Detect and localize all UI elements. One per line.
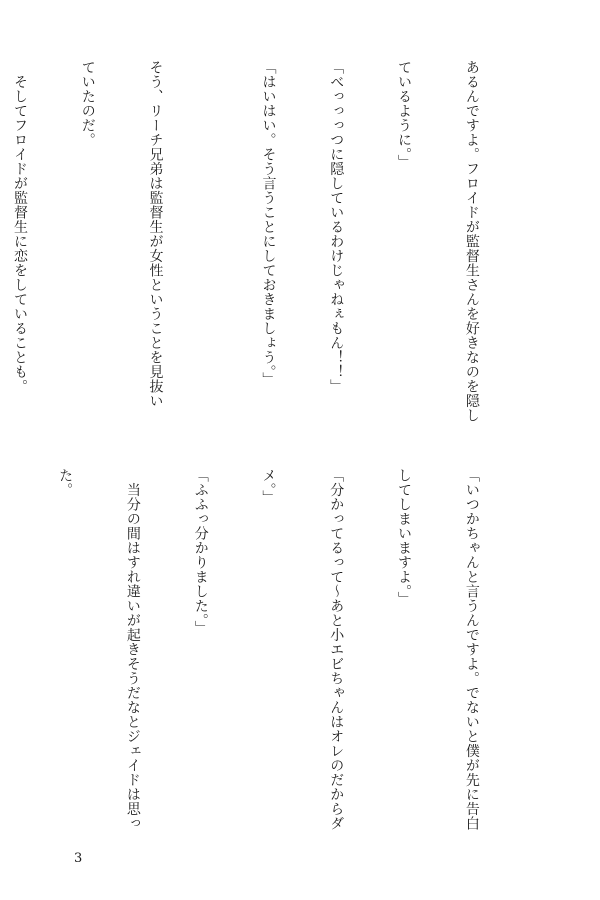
upper-text-block xyxy=(0,60,528,460)
text-column: ているように。」 xyxy=(396,60,413,169)
text-column: 「ふふっ分かりました。」 xyxy=(192,468,209,635)
text-column: そしてフロイドが監督生に恋をしていることも。 xyxy=(11,60,28,394)
text-column: 「はいはい。そう言うことにしておきましょう。」 xyxy=(260,60,277,387)
lower-text-block xyxy=(8,468,528,868)
text-column: そう、リーチ兄弟は監督生が女性ということを見抜い xyxy=(147,60,164,408)
text-column: 「いつかちゃんと言うんですよ。でないと僕が先に告白 xyxy=(463,468,480,831)
text-column: メ。」 xyxy=(260,468,277,505)
text-column: してしまいますよ。」 xyxy=(396,468,413,606)
text-column: 「分かってるって〜あと小エビちゃんはオレのだからダ xyxy=(328,468,345,831)
text-column: た。 xyxy=(57,468,74,497)
text-column: あるんですよ。フロイドが監督生さんを好きなのを隠し xyxy=(463,60,480,423)
text-column: 当分の間はすれ違いが起きそうだなとジェイドは思っ xyxy=(124,468,141,831)
page-number: 3 xyxy=(74,851,83,866)
text-column: ていたのだ。 xyxy=(79,60,96,147)
text-column: 「べっっっつに隠しているわけじゃねぇもん！！」 xyxy=(328,60,345,394)
